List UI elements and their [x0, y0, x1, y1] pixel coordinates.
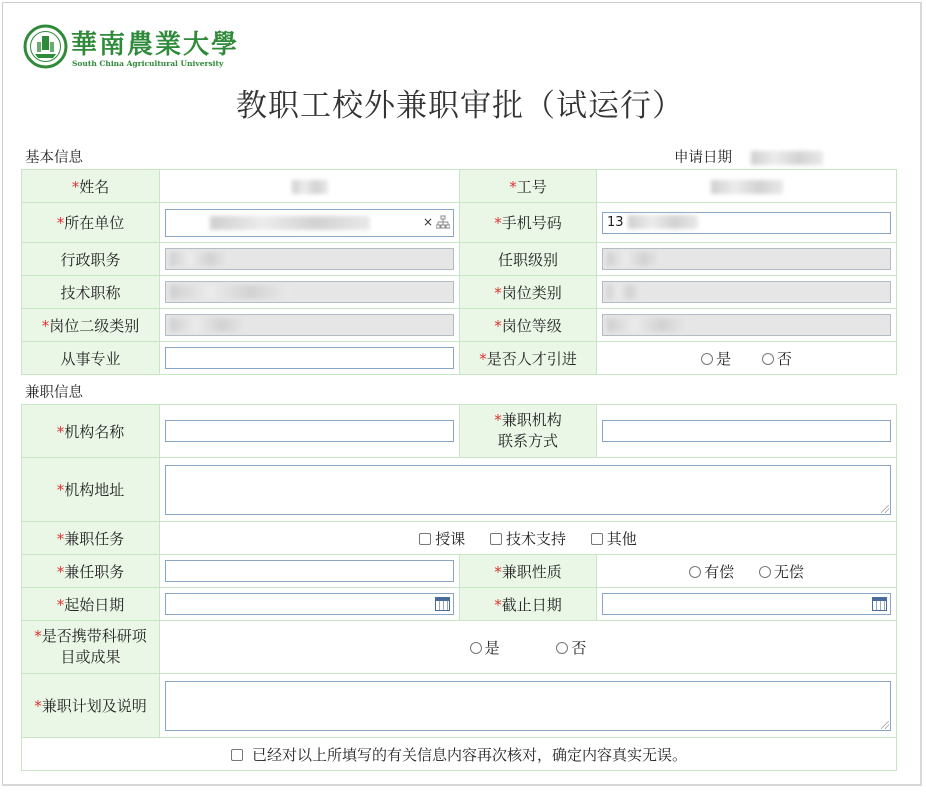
start-date-cell: [160, 588, 460, 621]
post-label: *兼任职务: [22, 555, 160, 588]
end-date-label: *截止日期: [460, 588, 597, 621]
unit-redacted: [210, 216, 370, 230]
admin-post-redacted: [170, 252, 230, 266]
university-name-cn: 華南農業大學: [71, 30, 240, 60]
university-name-en: South China Agricultural University: [72, 59, 224, 68]
admin-post-label: 行政职务: [22, 243, 160, 276]
confirm-row: [22, 738, 897, 771]
radio-icon[interactable]: [556, 642, 568, 654]
name-label: *姓名: [22, 170, 160, 203]
nature-unpaid-radio[interactable]: 无偿: [759, 561, 804, 582]
start-date-input[interactable]: [165, 593, 454, 615]
post-type-input: [602, 281, 891, 303]
major-cell: [160, 342, 460, 375]
rank-input: [602, 248, 891, 270]
checkbox-icon[interactable]: [490, 533, 502, 545]
name-value: [160, 170, 460, 203]
phone-label: *手机号码: [460, 203, 597, 243]
post-sub-type-cell: [160, 309, 460, 342]
radio-icon[interactable]: [689, 566, 701, 578]
table-row: [22, 203, 897, 243]
phone-cell: [597, 203, 897, 243]
post-level-cell: [597, 309, 897, 342]
tech-title-redacted: [170, 285, 290, 299]
rank-cell: [597, 243, 897, 276]
plan-textarea[interactable]: [165, 681, 891, 731]
post-sub-type-redacted: [170, 318, 248, 332]
post-level-label: *岗位等级: [460, 309, 597, 342]
section-parttime-info: 兼职信息: [25, 385, 83, 401]
unit-label: *所在单位: [22, 203, 160, 243]
post-type-cell: [597, 276, 897, 309]
parttime-info-table: [21, 404, 897, 771]
table-row: [22, 674, 897, 738]
calendar-icon[interactable]: [872, 597, 887, 611]
university-seal-icon: [23, 24, 68, 69]
research-label: *是否携带科研项 目或成果: [22, 621, 160, 674]
checkbox-icon[interactable]: [591, 533, 603, 545]
org-contact-input[interactable]: [602, 420, 891, 442]
research-options: [160, 621, 897, 674]
apply-date-label: 申请日期: [674, 150, 732, 166]
post-sub-type-label: *岗位二级类别: [22, 309, 160, 342]
task-teaching-checkbox[interactable]: 授课: [419, 528, 465, 549]
phone-input[interactable]: [602, 212, 891, 234]
university-logo: [23, 24, 240, 72]
nature-paid-radio[interactable]: 有偿: [689, 561, 734, 582]
checkbox-icon[interactable]: [419, 533, 431, 545]
end-date-cell: [597, 588, 897, 621]
table-row: [22, 738, 897, 771]
post-level-redacted: [607, 318, 689, 332]
table-row: [22, 522, 897, 555]
table-row: [22, 342, 897, 375]
radio-icon[interactable]: [470, 642, 482, 654]
task-tech-support-checkbox[interactable]: 技术支持: [490, 528, 566, 549]
start-date-label: *起始日期: [22, 588, 160, 621]
org-address-cell: [160, 458, 897, 522]
rank-redacted: [607, 252, 662, 266]
radio-icon[interactable]: [759, 566, 771, 578]
post-type-redacted: [607, 285, 641, 299]
org-address-label: *机构地址: [22, 458, 160, 522]
clear-icon[interactable]: ×: [422, 214, 433, 229]
unit-select[interactable]: [165, 209, 454, 237]
basic-info-table: [21, 169, 897, 375]
org-name-label: *机构名称: [22, 405, 160, 458]
end-date-input[interactable]: [602, 593, 891, 615]
page-title: 教职工校外兼职审批（试运行）: [236, 88, 684, 124]
major-input[interactable]: [165, 347, 454, 369]
nature-options: [597, 555, 897, 588]
confirm-checkbox[interactable]: [231, 744, 687, 765]
staff-id-redacted: [711, 180, 783, 194]
plan-cell: [160, 674, 897, 738]
apply-date-value-redacted: [751, 151, 823, 165]
radio-icon[interactable]: [701, 353, 713, 365]
table-row: [22, 170, 897, 203]
org-name-input[interactable]: [165, 420, 454, 442]
org-name-cell: [160, 405, 460, 458]
table-row: [22, 555, 897, 588]
confirm-text: 已经对以上所填写的有关信息内容再次核对，确定内容真实无误。: [251, 745, 687, 764]
rank-label: 任职级别: [460, 243, 597, 276]
major-label: 从事专业: [22, 342, 160, 375]
task-label: *兼职任务: [22, 522, 160, 555]
radio-icon[interactable]: [762, 353, 774, 365]
calendar-icon[interactable]: [435, 597, 450, 611]
research-yes-radio[interactable]: 是: [470, 637, 500, 658]
org-contact-label: *兼职机构 联系方式: [460, 405, 597, 458]
plan-label: *兼职计划及说明: [22, 674, 160, 738]
org-address-textarea[interactable]: [165, 465, 891, 515]
task-options: [160, 522, 897, 555]
post-type-label: *岗位类别: [460, 276, 597, 309]
talent-yes-radio[interactable]: 是: [701, 348, 731, 369]
table-row: [22, 621, 897, 674]
table-row: [22, 588, 897, 621]
tech-title-label: 技术职称: [22, 276, 160, 309]
table-row: [22, 458, 897, 522]
checkbox-icon[interactable]: [231, 749, 243, 761]
phone-value: 13: [607, 214, 624, 230]
staff-id-label: *工号: [460, 170, 597, 203]
talent-no-radio[interactable]: 否: [762, 348, 792, 369]
section-basic-info: 基本信息: [25, 150, 83, 166]
admin-post-cell: [160, 243, 460, 276]
talent-label: *是否人才引进: [460, 342, 597, 375]
org-contact-cell: [597, 405, 897, 458]
admin-post-input: [165, 248, 454, 270]
name-redacted: [292, 180, 328, 194]
task-other-checkbox[interactable]: 其他: [591, 528, 637, 549]
table-row: [22, 276, 897, 309]
post-sub-type-input: [165, 314, 454, 336]
post-level-input: [602, 314, 891, 336]
table-row: [22, 309, 897, 342]
org-tree-icon[interactable]: [436, 215, 450, 230]
apply-date: [674, 146, 823, 167]
table-row: [22, 405, 897, 458]
talent-options: [597, 342, 897, 375]
table-row: [22, 243, 897, 276]
post-input[interactable]: [165, 560, 454, 582]
tech-title-cell: [160, 276, 460, 309]
staff-id-value: [597, 170, 897, 203]
tech-title-input: [165, 281, 454, 303]
research-no-radio[interactable]: 否: [556, 637, 586, 658]
nature-label: *兼职性质: [460, 555, 597, 588]
unit-cell: [160, 203, 460, 243]
phone-redacted: [628, 215, 698, 229]
post-cell: [160, 555, 460, 588]
